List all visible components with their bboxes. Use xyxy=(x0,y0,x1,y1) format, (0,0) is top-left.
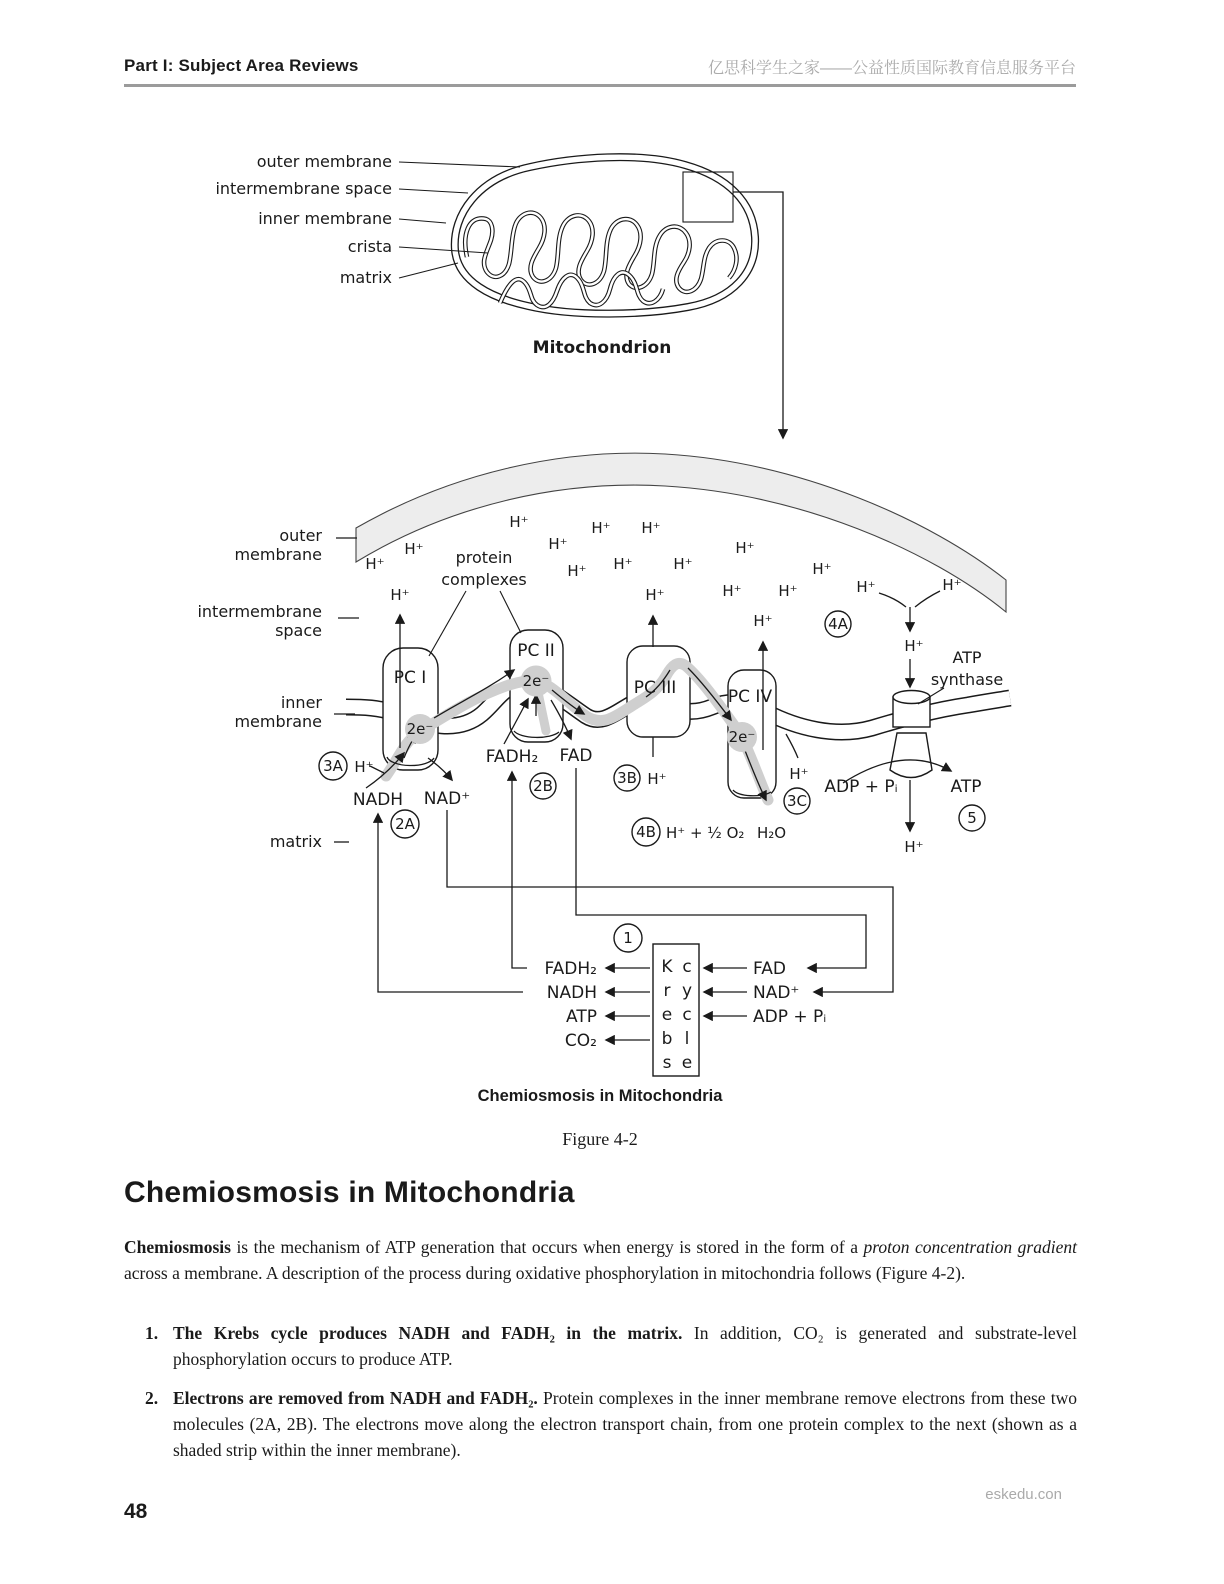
list-item-bold: The Krebs cycle produces NADH and FADH₂ in the matrix. xyxy=(173,1323,683,1343)
intro-lead-bold: Chemiosmosis xyxy=(124,1237,231,1257)
fad-label: FAD xyxy=(559,746,593,766)
h-ion: H⁺ xyxy=(904,637,924,655)
list-item-number: 2. xyxy=(145,1388,159,1408)
mitochondrion-caption: Mitochondrion xyxy=(532,338,672,358)
figure-caption: Chemiosmosis in Mitochondria xyxy=(477,1087,723,1105)
krebs-out-co2: CO₂ xyxy=(564,1031,597,1051)
intro-paragraph xyxy=(124,1234,1077,1286)
label-inter-2: space xyxy=(275,621,322,640)
krebs-out-atp: ATP xyxy=(566,1007,597,1027)
electron-pair-label: 2e⁻ xyxy=(522,672,550,690)
krebs-in-adp: ADP + Pᵢ xyxy=(753,1007,827,1027)
list-item-text: Protein complexes in the inner membrane remove electrons from these two molecules (2A, 2B). The electrons move along the electron transport chain, from one protein complex to the next (shown as a shaded strip within the inner membrane). xyxy=(173,1388,1077,1460)
h-ion: H⁺ xyxy=(404,540,424,558)
h-ion: H⁺ xyxy=(812,560,832,578)
site-watermark: eskedu.con xyxy=(985,1486,1062,1503)
hydrogen-ions xyxy=(365,513,831,630)
atp-synthase-label-2: synthase xyxy=(930,670,1004,689)
page-number: 48 xyxy=(124,1500,148,1523)
running-header: Part I: Subject Area Reviews xyxy=(124,56,359,75)
header-watermark: 亿思科学生之家——公益性质国际教育信息服务平台 xyxy=(707,60,1076,77)
step-1: 1 xyxy=(623,929,633,947)
water-label: H₂O xyxy=(757,824,787,842)
h-ion: H⁺ xyxy=(673,555,693,573)
step-3b: 3B xyxy=(617,769,637,787)
compartment-labels xyxy=(197,526,359,851)
intro-body-2: across a membrane. A description of the process during oxidative phosphorylation in mitochondria follows (Figure 4-2). xyxy=(124,1263,966,1283)
step-5: 5 xyxy=(967,809,977,827)
h-ion: H⁺ xyxy=(567,562,587,580)
adp-pi-label: ADP + Pᵢ xyxy=(824,777,898,797)
protein-complexes-label-1: protein xyxy=(455,548,513,567)
atp-synthase xyxy=(890,691,932,778)
label-matrix: matrix xyxy=(339,268,392,287)
fadh2-label: FADH₂ xyxy=(485,747,539,767)
h-ion-3b: H⁺ xyxy=(647,770,667,788)
krebs-cycle-box xyxy=(544,924,826,1076)
list-item xyxy=(145,1385,1077,1463)
list-item-bold: Electrons are removed from NADH and FADH₂. xyxy=(173,1388,538,1408)
intro-italic: proton concentration gradient xyxy=(863,1237,1077,1257)
nad-label: NAD⁺ xyxy=(423,789,471,809)
nadh-label: NADH xyxy=(352,790,404,810)
krebs-out-fadh2: FADH₂ xyxy=(544,959,597,979)
h-ion: H⁺ xyxy=(856,578,876,596)
protein-complexes-label-2: complexes xyxy=(441,570,527,589)
h-ion: H⁺ xyxy=(942,576,962,594)
label-outer-1: outer xyxy=(279,526,322,545)
h-ion-pumped: H⁺ xyxy=(753,612,773,630)
krebs-letter: s xyxy=(662,1053,672,1073)
cycle-letter: c xyxy=(682,957,692,977)
h-ion: H⁺ xyxy=(735,539,755,557)
cycle-letter: c xyxy=(682,1005,692,1025)
label-inter-1: intermembrane xyxy=(197,602,322,621)
figure-number: Figure 4-2 xyxy=(562,1129,638,1149)
h-ion: H⁺ xyxy=(591,519,611,537)
electron-pair-label: 2e⁻ xyxy=(728,728,756,746)
atp-synthase-label-1: ATP xyxy=(952,648,982,667)
list-item-number: 1. xyxy=(145,1323,159,1343)
chemiosmosis-diagram xyxy=(197,453,1010,1076)
cycle-letter: y xyxy=(681,981,693,1001)
krebs-out-nadh: NADH xyxy=(546,983,597,1003)
h-ion-matrix: H⁺ xyxy=(904,838,924,856)
step-4a: 4A xyxy=(828,615,848,633)
krebs-letter: b xyxy=(661,1029,673,1049)
header-rule xyxy=(124,84,1076,87)
krebs-in-nad: NAD⁺ xyxy=(753,983,800,1003)
h-ion: H⁺ xyxy=(509,513,529,531)
label-intermembrane-space: intermembrane space xyxy=(215,179,392,198)
label-inner-membrane: inner membrane xyxy=(258,209,392,228)
numbered-list xyxy=(145,1320,1077,1476)
h-ion-pumped: H⁺ xyxy=(390,586,410,604)
h-ion-3a: H⁺ xyxy=(354,758,374,776)
label-matrix: matrix xyxy=(269,832,322,851)
step-4b: 4B xyxy=(636,823,656,841)
h-ion: H⁺ xyxy=(722,582,742,600)
label-inner-1: inner xyxy=(280,693,322,712)
h-ion: H⁺ xyxy=(548,535,568,553)
mitochondrion-diagram xyxy=(215,152,783,438)
krebs-letter: e xyxy=(661,1005,673,1025)
h-ion: H⁺ xyxy=(613,555,633,573)
label-inner-2: membrane xyxy=(234,712,322,731)
atp-label: ATP xyxy=(950,777,982,797)
list-item xyxy=(145,1320,1077,1372)
cycle-letter: l xyxy=(684,1029,690,1049)
h-ion-3c: H⁺ xyxy=(789,765,809,783)
electron-pair-label: 2e⁻ xyxy=(406,720,434,738)
step-2b: 2B xyxy=(533,777,553,795)
protein-complex-1 xyxy=(383,648,438,770)
step-3c: 3C xyxy=(786,792,808,810)
krebs-letter: r xyxy=(663,981,671,1001)
step-3a: 3A xyxy=(323,757,343,775)
h-ion: H⁺ xyxy=(641,519,661,537)
step-2a: 2A xyxy=(395,815,415,833)
h-ion: H⁺ xyxy=(778,582,798,600)
pc1-label: PC I xyxy=(393,668,427,688)
pc4-label: PC IV xyxy=(727,687,773,707)
h-ion: H⁺ xyxy=(365,555,385,573)
h-ion-pumped: H⁺ xyxy=(645,586,665,604)
label-crista: crista xyxy=(347,237,392,256)
intro-body-1: is the mechanism of ATP generation that occurs when energy is stored in the form of a xyxy=(230,1237,864,1257)
cycle-letter: e xyxy=(681,1053,693,1073)
krebs-in-fad: FAD xyxy=(753,959,786,979)
figure-4-2 xyxy=(120,140,1080,1090)
section-title: Chemiosmosis in Mitochondria xyxy=(124,1176,575,1209)
label-outer-membrane: outer membrane xyxy=(256,152,392,171)
pc3-label: PC III xyxy=(633,678,677,698)
pc2-label: PC II xyxy=(517,641,555,661)
krebs-letter: K xyxy=(661,957,673,977)
label-outer-2: membrane xyxy=(234,545,322,564)
list-item-text: In addition, CO₂ is generated and substrate-level phosphorylation occurs to produce ATP. xyxy=(173,1323,1077,1369)
oxygen-reaction-label: H⁺ + ½ O₂ xyxy=(666,824,745,842)
